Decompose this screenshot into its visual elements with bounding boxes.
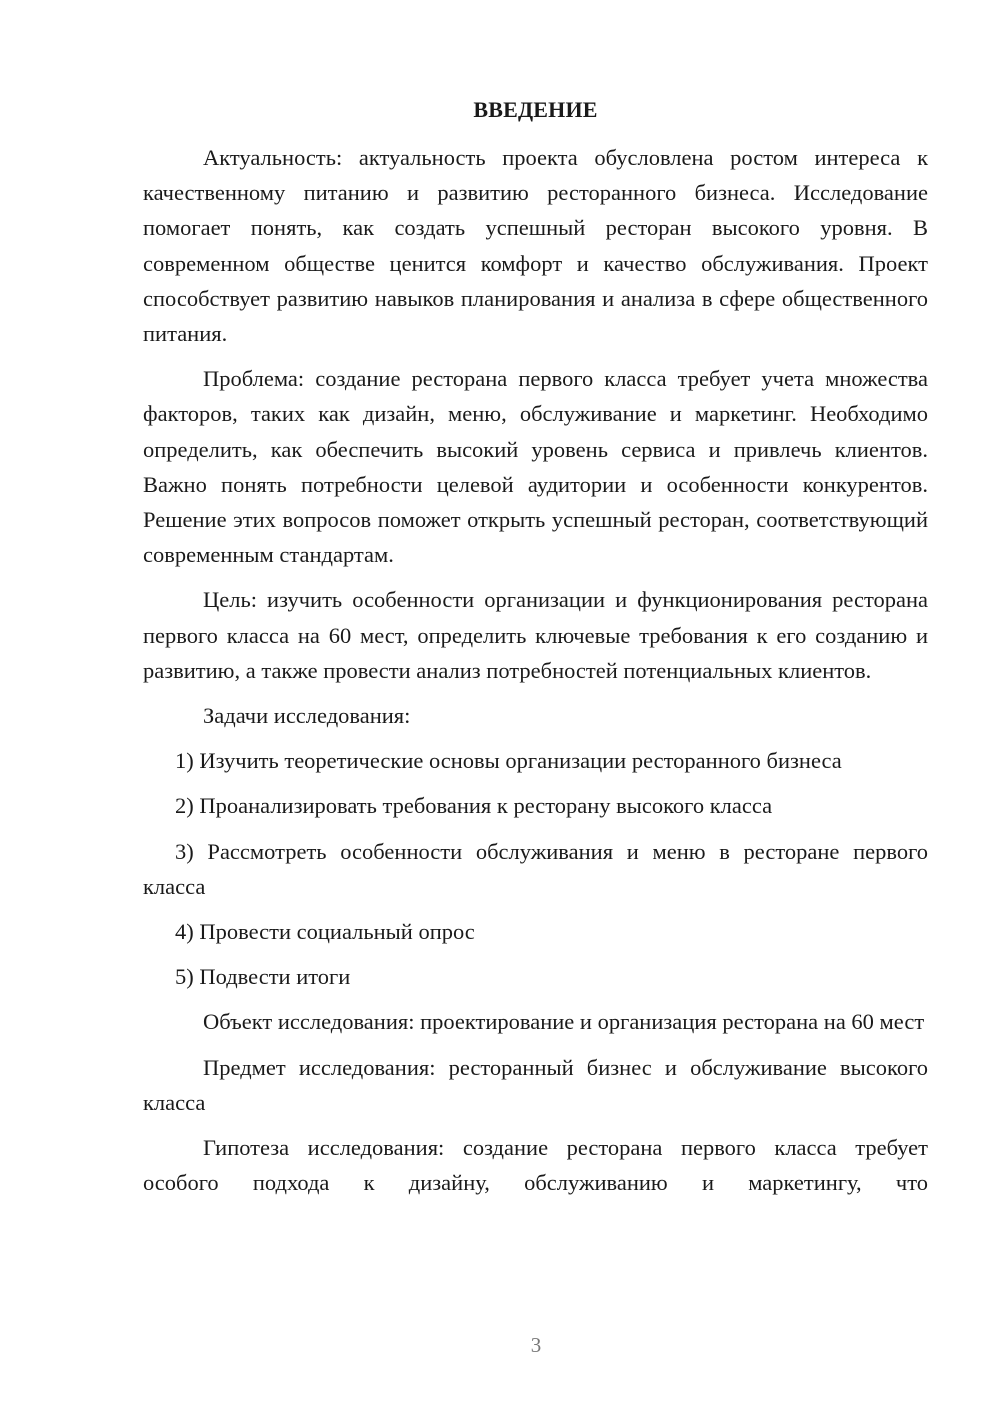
hypothesis-paragraph: Гипотеза исследования: создание ресторана первого класса требует особого подхода к дизайну, обслуживанию и маркетингу, что (143, 1135, 928, 1196)
subject-paragraph: Предмет исследования: ресторанный бизнес и обслуживание высокого класса (143, 1054, 928, 1115)
relevance-paragraph: Актуальность: актуальность проекта обусловлена ростом интереса к качественному питанию и развитию ресторанного бизнеса. Исследование помогает понять, как создать успешный ресторан высокого уровня. В современном обществе ценится комфорт и качество обслуживания. Проект способствует развитию навыков планирования и анализа в сфере общественного питания. (143, 145, 928, 347)
problem-paragraph: Проблема: создание ресторана первого класса требует учета множества факторов, таких как дизайн, меню, обслуживание и маркетинг. Необходимо определить, как обеспечить высокий уровень сервиса и привлечь клиентов. Важно понять потребности целевой аудитории и особенности конкурентов. Решение этих вопросов поможет открыть успешный ресторан, соответствующий современным стандартам. (143, 366, 928, 568)
page-number: 3 (530, 1333, 542, 1357)
task-item-3: 3) Рассмотреть особенности обслуживания и меню в ресторане первого класса (143, 838, 928, 899)
task-item-2: 2) Проанализировать требования к ресторану высокого класса (175, 793, 773, 819)
document-page (143, 92, 928, 1200)
tasks-heading: Задачи исследования: (203, 703, 411, 729)
task-item-4: 4) Провести социальный опрос (175, 919, 475, 945)
task-item-5: 5) Подвести итоги (175, 964, 351, 990)
task-item-1: 1) Изучить теоретические основы организации ресторанного бизнеса (175, 748, 842, 774)
object-paragraph: Объект исследования: проектирование и организация ресторана на 60 мест (203, 1009, 925, 1035)
page-title: ВВЕДЕНИЕ (473, 97, 598, 122)
goal-paragraph: Цель: изучить особенности организации и функционирования ресторана первого класса на 60 мест, определить ключевые требования к его созданию и развитию, а также провести анализ потребностей потенциальных клиентов. (143, 587, 928, 683)
